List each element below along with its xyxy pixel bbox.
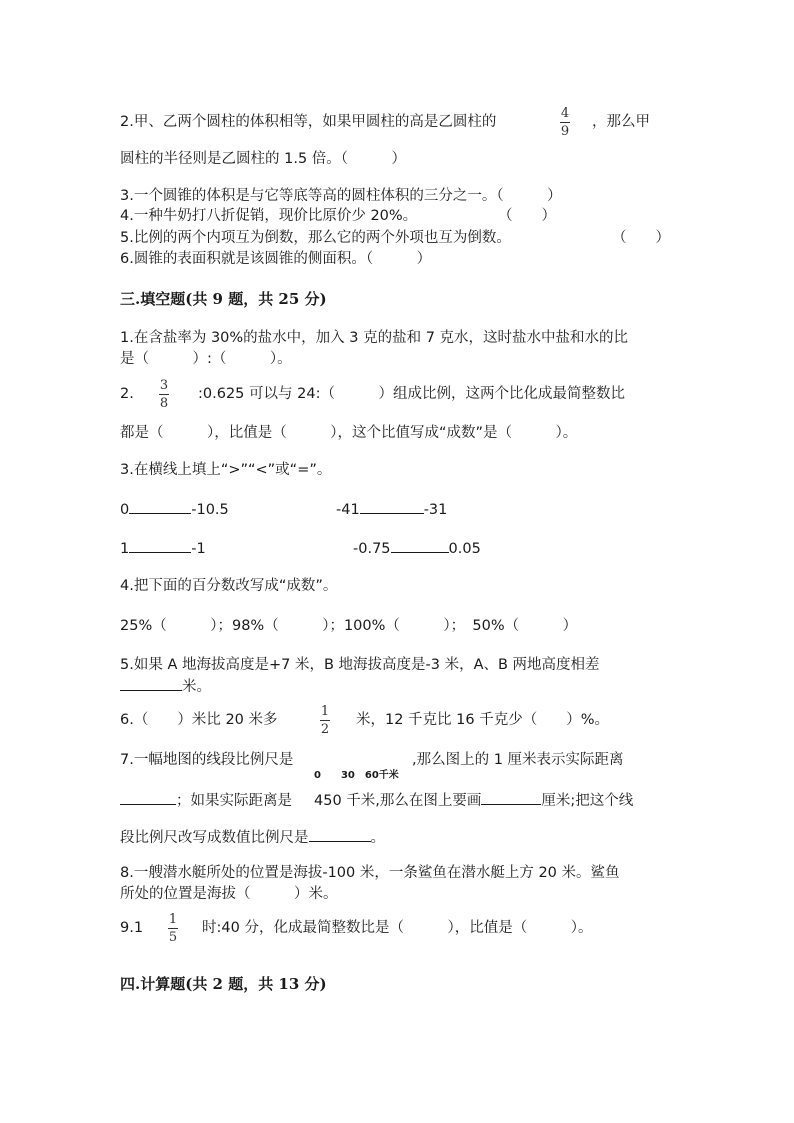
map-scale-label: 0 30 60千米 <box>314 770 399 781</box>
fill-q6-fraction <box>320 704 330 737</box>
fill-q1-line2: 是（ ）:（ ）。 <box>120 351 292 367</box>
fill-q2-line2: 都是（ ），比值是（ ），这个比值写成“成数”是（ ）。 <box>120 425 578 441</box>
fraction-bar <box>159 394 169 395</box>
judge-q3: 3.一个圆锥的体积是与它等底等高的圆柱体积的三分之一。（ ） <box>120 188 562 204</box>
compare-right-value: -10.5 <box>191 502 229 518</box>
fraction-denominator: 9 <box>560 124 570 139</box>
fill-q7-text-b2: 450 千米,那么在图上要画 <box>314 793 482 809</box>
fill-q9-fraction <box>168 912 178 945</box>
fill-q2-line1: :0.625 可以与 24:（ ）组成比例，这两个比化成最简整数比 <box>198 386 625 402</box>
answer-blank[interactable] <box>481 790 541 805</box>
judge-q5-paren: （ ） <box>612 230 670 246</box>
fill-q2-number: 2. <box>120 386 134 402</box>
fill-q5-unit: 米。 <box>182 679 211 695</box>
fraction-denominator: 5 <box>168 930 178 945</box>
compare-left-value: 0 <box>120 502 130 518</box>
answer-blank[interactable] <box>309 827 371 842</box>
fraction-denominator: 8 <box>159 396 169 411</box>
compare-row2-a <box>120 538 206 559</box>
fraction-numerator: 3 <box>159 378 169 393</box>
fill-q7-text-b1: ；如果实际距离是 <box>176 793 292 809</box>
fill-q6-text-a: 6.（ ）米比 20 米多 <box>120 712 278 728</box>
answer-blank[interactable] <box>120 676 182 691</box>
judge-q2-text-b: ，那么甲 <box>592 114 650 130</box>
fill-q9-text-b: 时:40 分，化成最简整数比是（ ），比值是（ ）。 <box>202 920 593 936</box>
fill-q4-title: 4.把下面的百分数改写成“成数”。 <box>120 578 338 594</box>
fill-q5-line1: 5.如果 A 地海拔高度是+7 米，B 地海拔高度是-3 米，A、B 两地高度相差 <box>120 657 600 673</box>
map-scale-bar <box>314 770 399 782</box>
judge-q5: 5.比例的两个内项互为倒数，那么它的两个外项也互为倒数。 <box>120 230 511 246</box>
fraction-bar <box>168 928 178 929</box>
compare-right-value: 0.05 <box>448 541 481 557</box>
compare-row1-a <box>120 499 229 520</box>
judge-q4-paren: （ ） <box>498 208 556 224</box>
answer-blank[interactable] <box>360 499 424 514</box>
fill-q3-title: 3.在横线上填上“>”“<”或“=”。 <box>120 462 332 478</box>
compare-row2-b <box>353 538 481 559</box>
fraction-denominator: 2 <box>320 722 330 737</box>
judge-q6: 6.圆锥的表面积就是该圆锥的侧面积。（ ） <box>120 251 432 267</box>
fill-q7-text-b3: 厘米;把这个线 <box>541 793 634 809</box>
fill-q1-line1: 1.在含盐率为 30%的盐水中，加入 3 克的盐和 7 克水，这时盐水中盐和水的比 <box>120 330 629 346</box>
fraction-bar <box>560 122 570 123</box>
compare-left-value: 1 <box>120 541 130 557</box>
judge-q2-line1 <box>120 112 496 132</box>
fraction-numerator: 4 <box>560 106 570 121</box>
fill-q5-line2 <box>120 676 211 697</box>
fraction-numerator: 1 <box>168 912 178 927</box>
fill-q9-text-a: 9.1 <box>120 920 144 936</box>
judge-q2-fraction <box>560 106 570 139</box>
fill-q4-items: 25%（ ）；98%（ ）；100%（ ）； 50%（ ） <box>120 618 578 634</box>
fill-q8-line1: 8.一艘潜水艇所处的位置是海拔-100 米，一条鲨鱼在潜水艇上方 20 米。鲨鱼 <box>120 865 620 881</box>
compare-row1-b <box>336 499 447 520</box>
judge-q2-text-a: 2.甲、乙两个圆柱的体积相等，如果甲圆柱的高是乙圆柱的 <box>120 114 497 130</box>
judge-q4: 4.一种牛奶打八折促销，现价比原价少 20%。 <box>120 208 418 224</box>
answer-blank[interactable] <box>391 538 449 553</box>
answer-blank[interactable] <box>129 499 191 514</box>
section3-title: 三.填空题(共 9 题，共 25 分) <box>120 290 327 308</box>
fill-q7-line2-b <box>314 790 633 811</box>
fill-q7-text-a2: ,那么图上的 1 厘米表示实际距离 <box>412 752 624 768</box>
fraction-bar <box>320 720 330 721</box>
fill-q2-fraction <box>159 378 169 411</box>
section4-title: 四.计算题(共 2 题，共 13 分) <box>120 975 327 993</box>
fill-q6-text-b: 米，12 千克比 16 千克少（ ）%。 <box>356 712 610 728</box>
compare-right-value: -1 <box>191 541 206 557</box>
fill-q7-text-c2: 。 <box>370 830 385 846</box>
answer-blank[interactable] <box>129 538 191 553</box>
fill-q7-text-c: 段比例尺改写成数值比例尺是 <box>120 830 309 846</box>
fraction-numerator: 1 <box>320 704 330 719</box>
compare-left-value: -0.75 <box>353 541 391 557</box>
fill-q8-line2: 所处的位置是海拔（ ）米。 <box>120 886 338 902</box>
answer-blank[interactable] <box>120 790 176 805</box>
compare-right-value: -31 <box>423 502 448 518</box>
fill-q7-line3 <box>120 827 385 848</box>
fill-q7-text-a: 7.一幅地图的线段比例尺是 <box>120 752 294 768</box>
judge-q2-line2: 圆柱的半径则是乙圆柱的 1.5 倍。（ ） <box>120 151 407 167</box>
fill-q7-line2 <box>120 790 292 811</box>
compare-left-value: -41 <box>336 502 360 518</box>
